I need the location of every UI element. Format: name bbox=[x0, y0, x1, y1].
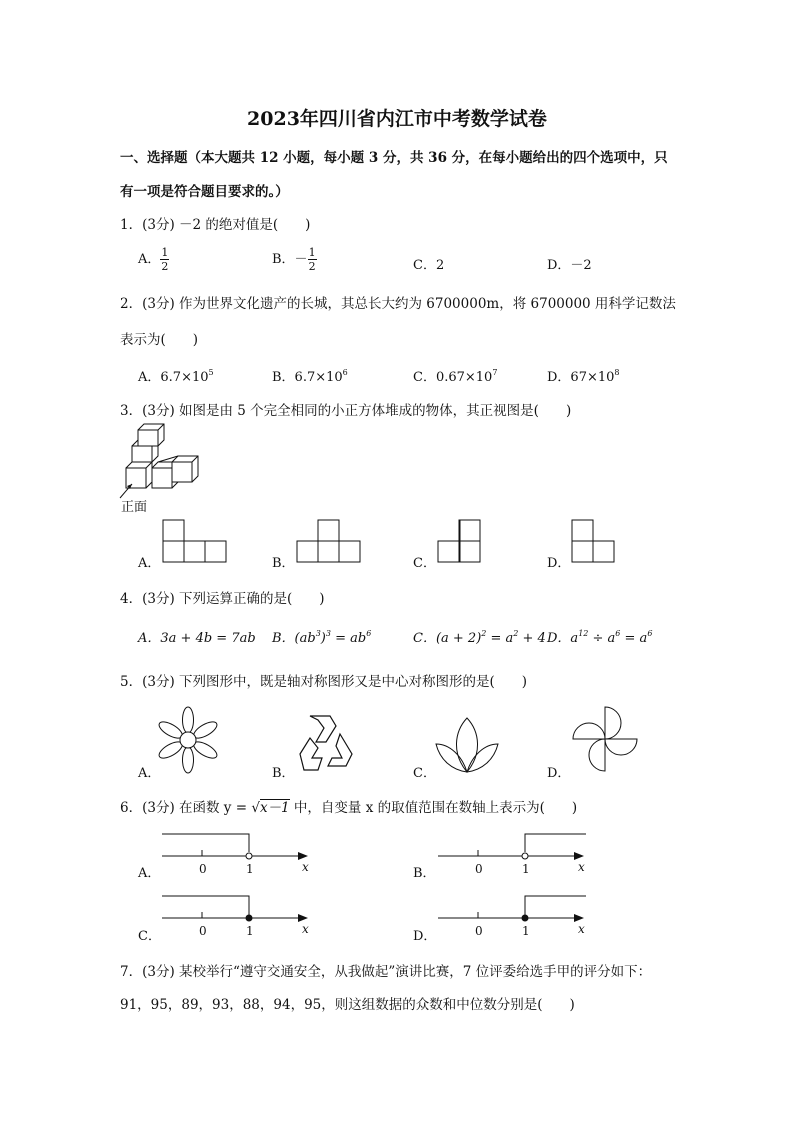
q3-option-c-label: C． bbox=[413, 556, 436, 571]
question-7-stem-line1: 7．(3分) 某校举行“遵守交通安全，从我做起”演讲比赛，7 位评委给选手甲的评分如下： bbox=[120, 964, 652, 980]
q4-d-part3: = a bbox=[620, 631, 648, 646]
q6-b-tick-0: 0 bbox=[475, 862, 483, 876]
q2-c-exponent: 7 bbox=[492, 368, 498, 377]
question-3-stem: 3．(3分) 如图是由 5 个完全相同的小正方体堆成的物体，其正视图是( ) bbox=[120, 403, 572, 419]
q1-option-a-fraction bbox=[160, 246, 169, 273]
q2-c-base: C．0.67×10 bbox=[413, 370, 493, 385]
q4-b-part3: = ab bbox=[330, 631, 367, 646]
q6-c-number-line bbox=[160, 890, 320, 940]
q2-d-exponent: 8 bbox=[614, 368, 620, 377]
q1-option-b-fraction bbox=[308, 246, 317, 273]
q6-sqrt-sign: √ bbox=[251, 800, 260, 816]
q3-option-d-figure bbox=[571, 519, 637, 563]
q6-b-tick-1: 1 bbox=[522, 862, 530, 876]
q3-option-a-label: A． bbox=[138, 556, 161, 571]
question-7-stem-line2: 91，95，89，93，88，94，95，则这组数据的众数和中位数分别是( ) bbox=[120, 997, 575, 1013]
pinwheel-figure bbox=[570, 704, 640, 774]
q6-option-d-label: D． bbox=[413, 929, 437, 944]
q4-option-d bbox=[547, 627, 652, 646]
q6-option-c-label: C． bbox=[138, 929, 161, 944]
q6-d-tick-1: 1 bbox=[522, 924, 530, 938]
q1-a-numerator: 1 bbox=[161, 246, 169, 259]
q4-b-exp2: 3 bbox=[325, 629, 331, 638]
q1-option-b bbox=[272, 246, 317, 273]
q5-option-d-label: D． bbox=[547, 766, 571, 781]
question-1-stem: 1．(3分) －2 的绝对值是( ) bbox=[120, 217, 311, 233]
q6-d-axis-x: x bbox=[578, 922, 585, 936]
q6-a-tick-1: 1 bbox=[246, 862, 254, 876]
q6-b-number-line bbox=[436, 828, 596, 878]
q6-b-axis-x: x bbox=[578, 860, 585, 874]
section-header-line2: 有一项是符合题目要求的。） bbox=[120, 184, 289, 200]
q2-b-exponent: 6 bbox=[342, 368, 348, 377]
q6-a-tick-0: 0 bbox=[199, 862, 207, 876]
q2-option-d bbox=[547, 366, 620, 385]
q6-a-axis-x: x bbox=[302, 860, 309, 874]
question-6-stem bbox=[120, 796, 577, 816]
q5-option-a-label: A． bbox=[138, 766, 161, 781]
q4-c-part1: C．(a + 2) bbox=[413, 631, 482, 646]
q4-d-part1: D．a bbox=[547, 631, 579, 646]
q4-c-part3: + 4 bbox=[518, 631, 546, 646]
q6-c-tick-1: 1 bbox=[246, 924, 254, 938]
question-5-stem: 5．(3分) 下列图形中，既是轴对称图形又是中心对称图形的是( ) bbox=[120, 674, 528, 690]
q1-option-a bbox=[138, 246, 169, 273]
question-4-stem: 4．(3分) 下列运算正确的是( ) bbox=[120, 591, 325, 607]
q1-option-a-label: A． bbox=[138, 252, 161, 267]
q4-b-part2: ) bbox=[320, 631, 326, 646]
q4-d-exp3: 6 bbox=[647, 629, 653, 638]
question-2-stem-line2: 表示为( ) bbox=[120, 332, 199, 348]
q6-d-tick-0: 0 bbox=[475, 924, 483, 938]
q6-option-b-label: B． bbox=[413, 866, 436, 881]
q1-a-denominator: 2 bbox=[161, 260, 169, 273]
q6-option-a-label: A． bbox=[138, 866, 161, 881]
q4-c-exp2: 2 bbox=[513, 629, 519, 638]
q1-b-numerator: 1 bbox=[308, 246, 316, 259]
q6-c-axis-x: x bbox=[302, 922, 309, 936]
q6-stem-part2: 中，自变量 x 的取值范围在数轴上表示为( ) bbox=[289, 800, 578, 816]
q4-c-part2: = a bbox=[486, 631, 514, 646]
q6-d-number-line bbox=[436, 890, 596, 940]
lotus-figure bbox=[434, 716, 500, 774]
q4-b-exp1: 3 bbox=[315, 629, 321, 638]
q2-option-c bbox=[413, 366, 497, 385]
q4-d-exp2: 6 bbox=[615, 629, 621, 638]
q6-a-number-line bbox=[160, 828, 320, 878]
q4-b-exp3: 6 bbox=[366, 629, 372, 638]
q1-option-b-label: B．－ bbox=[272, 252, 308, 267]
q1-option-c: C．2 bbox=[413, 258, 445, 273]
q1-b-denominator: 2 bbox=[308, 260, 316, 273]
q5-option-b-label: B． bbox=[272, 766, 295, 781]
q3-option-d-label: D． bbox=[547, 556, 571, 571]
q4-option-a: A．3a + 4b = 7ab bbox=[138, 631, 256, 646]
q3-option-c-figure bbox=[437, 519, 503, 563]
q2-a-base: A．6.7×10 bbox=[138, 370, 209, 385]
q4-d-exp1: 12 bbox=[578, 629, 589, 638]
recycle-figure bbox=[296, 714, 356, 774]
q4-c-exp1: 2 bbox=[481, 629, 487, 638]
q2-b-base: B．6.7×10 bbox=[272, 370, 343, 385]
q4-option-c bbox=[413, 627, 546, 646]
q6-stem-part1: 6．(3分) 在函数 y = bbox=[120, 800, 252, 816]
flower-figure bbox=[158, 706, 218, 774]
q5-option-c-label: C． bbox=[413, 766, 436, 781]
q4-d-part2: ÷ a bbox=[588, 631, 616, 646]
q3-option-b-figure bbox=[296, 519, 362, 563]
q1-option-d: D．－2 bbox=[547, 258, 592, 273]
q3-option-b-label: B． bbox=[272, 556, 295, 571]
front-label: 正面 bbox=[121, 500, 148, 515]
q4-b-part1: B．(ab bbox=[272, 631, 316, 646]
q2-d-base: D．67×10 bbox=[547, 370, 615, 385]
page-title: 2023年四川省内江市中考数学试卷 bbox=[247, 108, 547, 130]
q6-c-tick-0: 0 bbox=[199, 924, 207, 938]
question-2-stem-line1: 2．(3分) 作为世界文化遗产的长城，其总长大约为 6700000m，将 6700000 用科学记数法 bbox=[120, 296, 676, 312]
section-header-line1: 一、选择题（本大题共 12 小题，每小题 3 分，共 36 分，在每小题给出的四个选项中，只 bbox=[120, 150, 668, 166]
q6-sqrt-radicand: x－1 bbox=[259, 800, 290, 816]
cube-stack-figure bbox=[118, 426, 218, 496]
q3-option-a-figure bbox=[162, 519, 228, 563]
q2-option-b bbox=[272, 366, 348, 385]
q4-option-b bbox=[272, 627, 371, 646]
q2-a-exponent: 5 bbox=[208, 368, 214, 377]
q2-option-a bbox=[138, 366, 214, 385]
